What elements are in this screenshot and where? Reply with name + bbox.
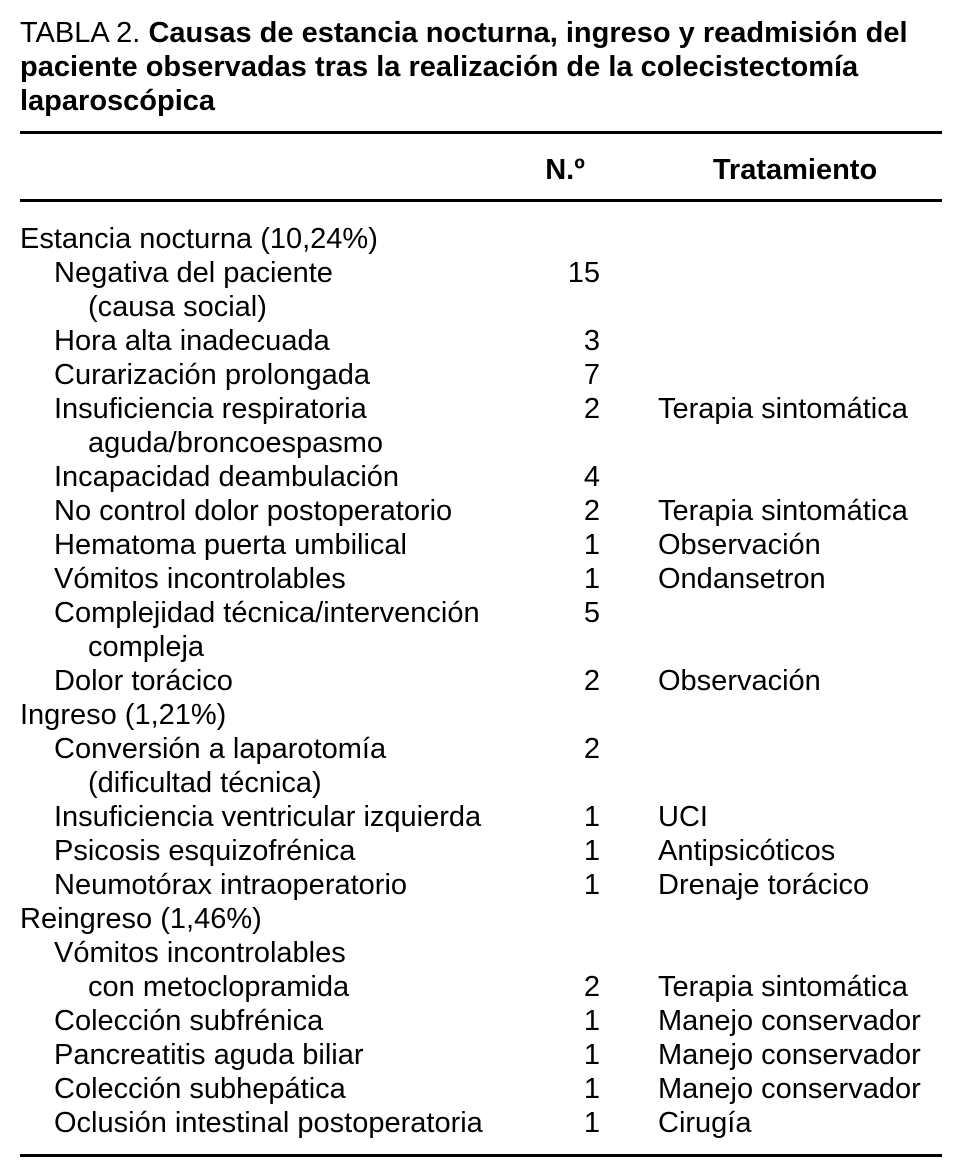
count-cell: 1 — [583, 1005, 600, 1037]
cause-cell: con metoclopramida — [88, 971, 350, 1003]
table-row — [20, 358, 942, 392]
count-cell: 4 — [583, 461, 600, 493]
cause-cell: aguda/broncoespasmo — [88, 427, 384, 459]
table-row — [20, 664, 942, 698]
treatment-cell: Antipsicóticos — [658, 835, 836, 867]
count-cell: 3 — [583, 325, 600, 357]
treatment-cell: Observación — [658, 529, 821, 561]
table-row — [20, 630, 942, 664]
count-cell: 1 — [583, 869, 600, 901]
count-cell: 7 — [583, 359, 600, 391]
table-row — [20, 936, 942, 970]
treatment-cell: Terapia sintomática — [658, 393, 908, 425]
table-row — [20, 1004, 942, 1038]
table-row — [20, 392, 942, 426]
cause-cell: Conversión a laparotomía — [54, 733, 387, 765]
treatment-cell: Manejo conservador — [658, 1039, 921, 1071]
cause-cell: (dificultad técnica) — [88, 767, 322, 799]
count-cell: 1 — [583, 1073, 600, 1105]
cause-cell: Incapacidad deambulación — [54, 461, 400, 493]
count-column-header: N.º — [545, 154, 585, 186]
table-row — [20, 290, 942, 324]
top-rule — [20, 131, 942, 134]
count-cell: 2 — [583, 733, 600, 765]
table-row — [20, 426, 942, 460]
table-row — [20, 256, 942, 290]
table-row — [20, 596, 942, 630]
table-caption — [20, 16, 940, 118]
treatment-cell: Manejo conservador — [658, 1073, 921, 1105]
table-row — [20, 562, 942, 596]
table-row — [20, 1072, 942, 1106]
cause-cell: Pancreatitis aguda biliar — [54, 1039, 364, 1071]
header-rule — [20, 199, 942, 202]
section-heading: Ingreso (1,21%) — [20, 699, 227, 731]
count-cell: 1 — [583, 563, 600, 595]
count-cell: 1 — [583, 1039, 600, 1071]
table-row — [20, 460, 942, 494]
count-cell: 2 — [583, 971, 600, 1003]
cause-cell: Vómitos incontrolables — [54, 563, 346, 595]
cause-cell: Neumotórax intraoperatorio — [54, 869, 408, 901]
treatment-cell: Terapia sintomática — [658, 495, 908, 527]
count-cell: 2 — [583, 665, 600, 697]
table-row — [20, 902, 942, 936]
section-heading: Estancia nocturna (10,24%) — [20, 223, 378, 255]
table-body — [20, 222, 942, 1140]
count-cell: 1 — [583, 1107, 600, 1139]
table-row — [20, 494, 942, 528]
cause-cell: No control dolor postoperatorio — [54, 495, 453, 527]
treatment-cell: Manejo conservador — [658, 1005, 921, 1037]
cause-cell: Negativa del paciente — [54, 257, 333, 289]
table-row — [20, 1106, 942, 1140]
table-title: Causas de estancia nocturna, ingreso y readmisión del paciente observadas tras la realización de la colecistectomía laparoscópica — [20, 17, 908, 117]
table-row — [20, 834, 942, 868]
cause-cell: Curarización prolongada — [54, 359, 370, 391]
cause-cell: Oclusión intestinal postoperatoria — [54, 1107, 483, 1139]
cause-cell: Dolor torácico — [54, 665, 233, 697]
table-label: TABLA 2. — [20, 17, 141, 49]
treatment-column-header: Tratamiento — [712, 154, 878, 186]
table-row — [20, 222, 942, 256]
table-row — [20, 970, 942, 1004]
cause-cell: Insuficiencia ventricular izquierda — [54, 801, 482, 833]
cause-cell: Colección subfrénica — [54, 1005, 324, 1037]
count-cell: 15 — [567, 257, 600, 289]
treatment-cell: UCI — [658, 801, 708, 833]
cause-cell: compleja — [88, 631, 205, 663]
table-row — [20, 868, 942, 902]
treatment-cell: Terapia sintomática — [658, 971, 908, 1003]
cause-cell: Vómitos incontrolables — [54, 937, 346, 969]
treatment-cell: Cirugía — [658, 1107, 752, 1139]
count-cell: 1 — [583, 835, 600, 867]
section-heading: Reingreso (1,46%) — [20, 903, 262, 935]
cause-cell: Hematoma puerta umbilical — [54, 529, 407, 561]
cause-cell: Hora alta inadecuada — [54, 325, 330, 357]
bottom-rule — [20, 1154, 942, 1157]
cause-cell: (causa social) — [88, 291, 267, 323]
cause-cell: Insuficiencia respiratoria — [54, 393, 367, 425]
cause-cell: Colección subhepática — [54, 1073, 346, 1105]
table-row — [20, 800, 942, 834]
cause-cell: Psicosis esquizofrénica — [54, 835, 356, 867]
count-cell: 2 — [583, 393, 600, 425]
table-row — [20, 1038, 942, 1072]
table-row — [20, 766, 942, 800]
treatment-cell: Ondansetron — [658, 563, 826, 595]
count-cell: 1 — [583, 529, 600, 561]
table-row — [20, 698, 942, 732]
table-row — [20, 732, 942, 766]
table-row — [20, 324, 942, 358]
count-cell: 1 — [583, 801, 600, 833]
table-row — [20, 528, 942, 562]
treatment-cell: Drenaje torácico — [658, 869, 870, 901]
cause-cell: Complejidad técnica/intervención — [54, 597, 480, 629]
count-cell: 5 — [583, 597, 600, 629]
count-cell: 2 — [583, 495, 600, 527]
treatment-cell: Observación — [658, 665, 821, 697]
